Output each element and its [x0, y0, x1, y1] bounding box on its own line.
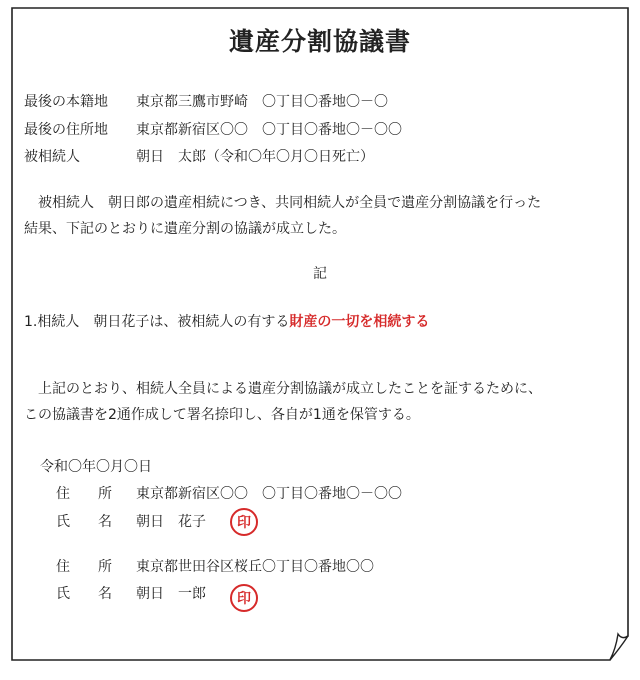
signatory-1-address-label: 住 所 [56, 486, 112, 502]
item-1 [24, 312, 429, 332]
honseki-label: 最後の本籍地 [24, 94, 108, 110]
signatory-2-address-label: 住 所 [56, 559, 112, 575]
document-title: 遺産分割協議書 [228, 27, 411, 56]
decedent-label: 被相続人 [24, 149, 80, 165]
honseki-value: 東京都三鷹市野崎 〇丁目〇番地〇－〇 [136, 94, 388, 110]
seal-stamp-1: 印 [230, 508, 258, 536]
signatory-1-address: 東京都新宿区〇〇 〇丁目〇番地〇－〇〇 [136, 486, 402, 502]
signatory-2-address: 東京都世田谷区桜丘〇丁目〇番地〇〇 [136, 559, 374, 575]
closing-line-2: この協議書を2通作成して署名捺印し、各自が1通を保管する。 [24, 407, 420, 423]
address-label: 最後の住所地 [24, 122, 108, 138]
item-1-highlight: 財産の一切を相続する [289, 314, 430, 330]
preamble-line-1: 被相続人 朝日郎の遺産相続につき、共同相続人が全員で遺産分割協議を行った [24, 195, 542, 211]
closing-line-1: 上記のとおり、相続人全員による遺産分割協議が成立したことを証するために、 [24, 381, 542, 397]
signatory-2-name: 朝日 一郎 [136, 586, 206, 602]
seal-stamp-2: 印 [230, 584, 258, 612]
preamble-line-2: 結果、下記のとおりに遺産分割の協議が成立した。 [24, 221, 346, 237]
ki-heading: 記 [313, 266, 327, 282]
signatory-1-name: 朝日 花子 [136, 514, 206, 530]
decedent-value: 朝日 太郎（令和〇年〇月〇日死亡） [136, 149, 374, 165]
document-date: 令和〇年〇月〇日 [40, 459, 152, 475]
signatory-2-name-label: 氏 名 [56, 586, 112, 602]
address-value: 東京都新宿区〇〇 〇丁目〇番地〇－〇〇 [136, 122, 402, 138]
item-1-text: 1.相続人 朝日花子は、被相続人の有する [24, 314, 290, 330]
signatory-1-name-label: 氏 名 [56, 514, 112, 530]
